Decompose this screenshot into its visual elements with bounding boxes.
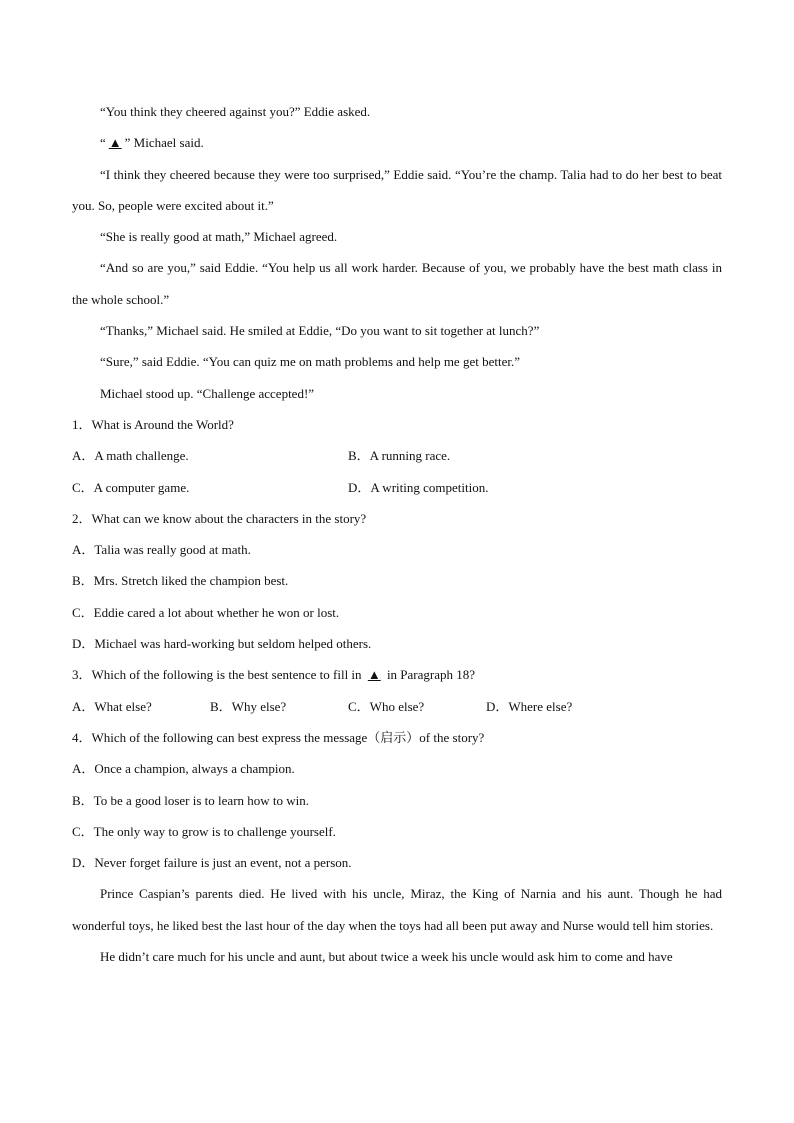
- blank-line-text: ” Michael said.: [124, 135, 204, 151]
- option-a[interactable]: A．A math challenge.: [72, 448, 189, 464]
- open-quote: “: [100, 135, 106, 151]
- question-1-stem: 1．What is Around the World?: [72, 416, 234, 432]
- dialogue-line: “Thanks,” Michael said. He smiled at Eddie, “Do you want to sit together at lunch?”: [100, 323, 540, 339]
- dialogue-line: “Sure,” said Eddie. “You can quiz me on math problems and help me get better.”: [100, 354, 520, 370]
- blank-mark: ▲: [367, 667, 381, 683]
- option-d[interactable]: D．Where else?: [486, 698, 573, 714]
- passage-paragraph: He didn’t care much for his uncle and aunt, but about twice a week his uncle would ask him to come and have: [100, 949, 673, 965]
- dialogue-line: Michael stood up. “Challenge accepted!”: [100, 385, 315, 401]
- dialogue-line-blank: [72, 127, 722, 158]
- blank-mark: ▲: [108, 135, 122, 151]
- option-b[interactable]: B．Mrs. Stretch liked the champion best.: [72, 573, 289, 589]
- question-2-stem: 2．What can we know about the characters in the story?: [72, 510, 367, 526]
- option-c[interactable]: C．Who else?: [348, 698, 425, 714]
- option-c[interactable]: C．Eddie cared a lot about whether he won or lost.: [72, 604, 340, 620]
- option-a[interactable]: A．Once a champion, always a champion.: [72, 761, 295, 777]
- option-b[interactable]: B．A running race.: [348, 448, 451, 464]
- option-d[interactable]: D．A writing competition.: [348, 479, 489, 495]
- option-d[interactable]: D．Never forget failure is just an event, not a person.: [72, 855, 352, 871]
- question-3-options-row: [72, 691, 722, 722]
- document-page: [72, 96, 722, 972]
- dialogue-line: “I think they cheered because they were too surprised,” Eddie said. “You’re the champ. Talia had to do her best to beat you. So, people were excited about it.”: [72, 166, 722, 213]
- passage-paragraph: Prince Caspian’s parents died. He lived with his uncle, Miraz, the King of Narnia and his aunt. Though he had wonderful toys, he liked best the last hour of the day when the toys had all been put away and Nurse would tell him stories.: [72, 886, 722, 933]
- option-d[interactable]: D．Michael was hard-working but seldom helped others.: [72, 636, 372, 652]
- question-3-stem-text: 3．Which of the following is the best sentence to fill in: [72, 667, 365, 683]
- dialogue-line: “You think they cheered against you?” Eddie asked.: [100, 104, 371, 119]
- option-a[interactable]: A．Talia was really good at math.: [72, 542, 251, 558]
- question-1-options-row-1: [72, 440, 722, 471]
- option-b[interactable]: B．Why else?: [210, 698, 287, 714]
- question-3-stem: [72, 659, 722, 690]
- question-1-options-row-2: [72, 472, 722, 503]
- dialogue-line: “And so are you,” said Eddie. “You help us all work harder. Because of you, we probably have the best math class in the whole school.”: [72, 260, 722, 307]
- question-3-stem-text-end: in Paragraph 18?: [383, 667, 476, 683]
- dialogue-line: “She is really good at math,” Michael agreed.: [100, 229, 338, 245]
- question-4-stem: 4．Which of the following can best express the message（启示）of the story?: [72, 729, 485, 745]
- option-b[interactable]: B．To be a good loser is to learn how to win.: [72, 792, 310, 808]
- option-a[interactable]: A．What else?: [72, 698, 152, 714]
- option-c[interactable]: C．The only way to grow is to challenge yourself.: [72, 823, 336, 839]
- option-c[interactable]: C．A computer game.: [72, 479, 190, 495]
